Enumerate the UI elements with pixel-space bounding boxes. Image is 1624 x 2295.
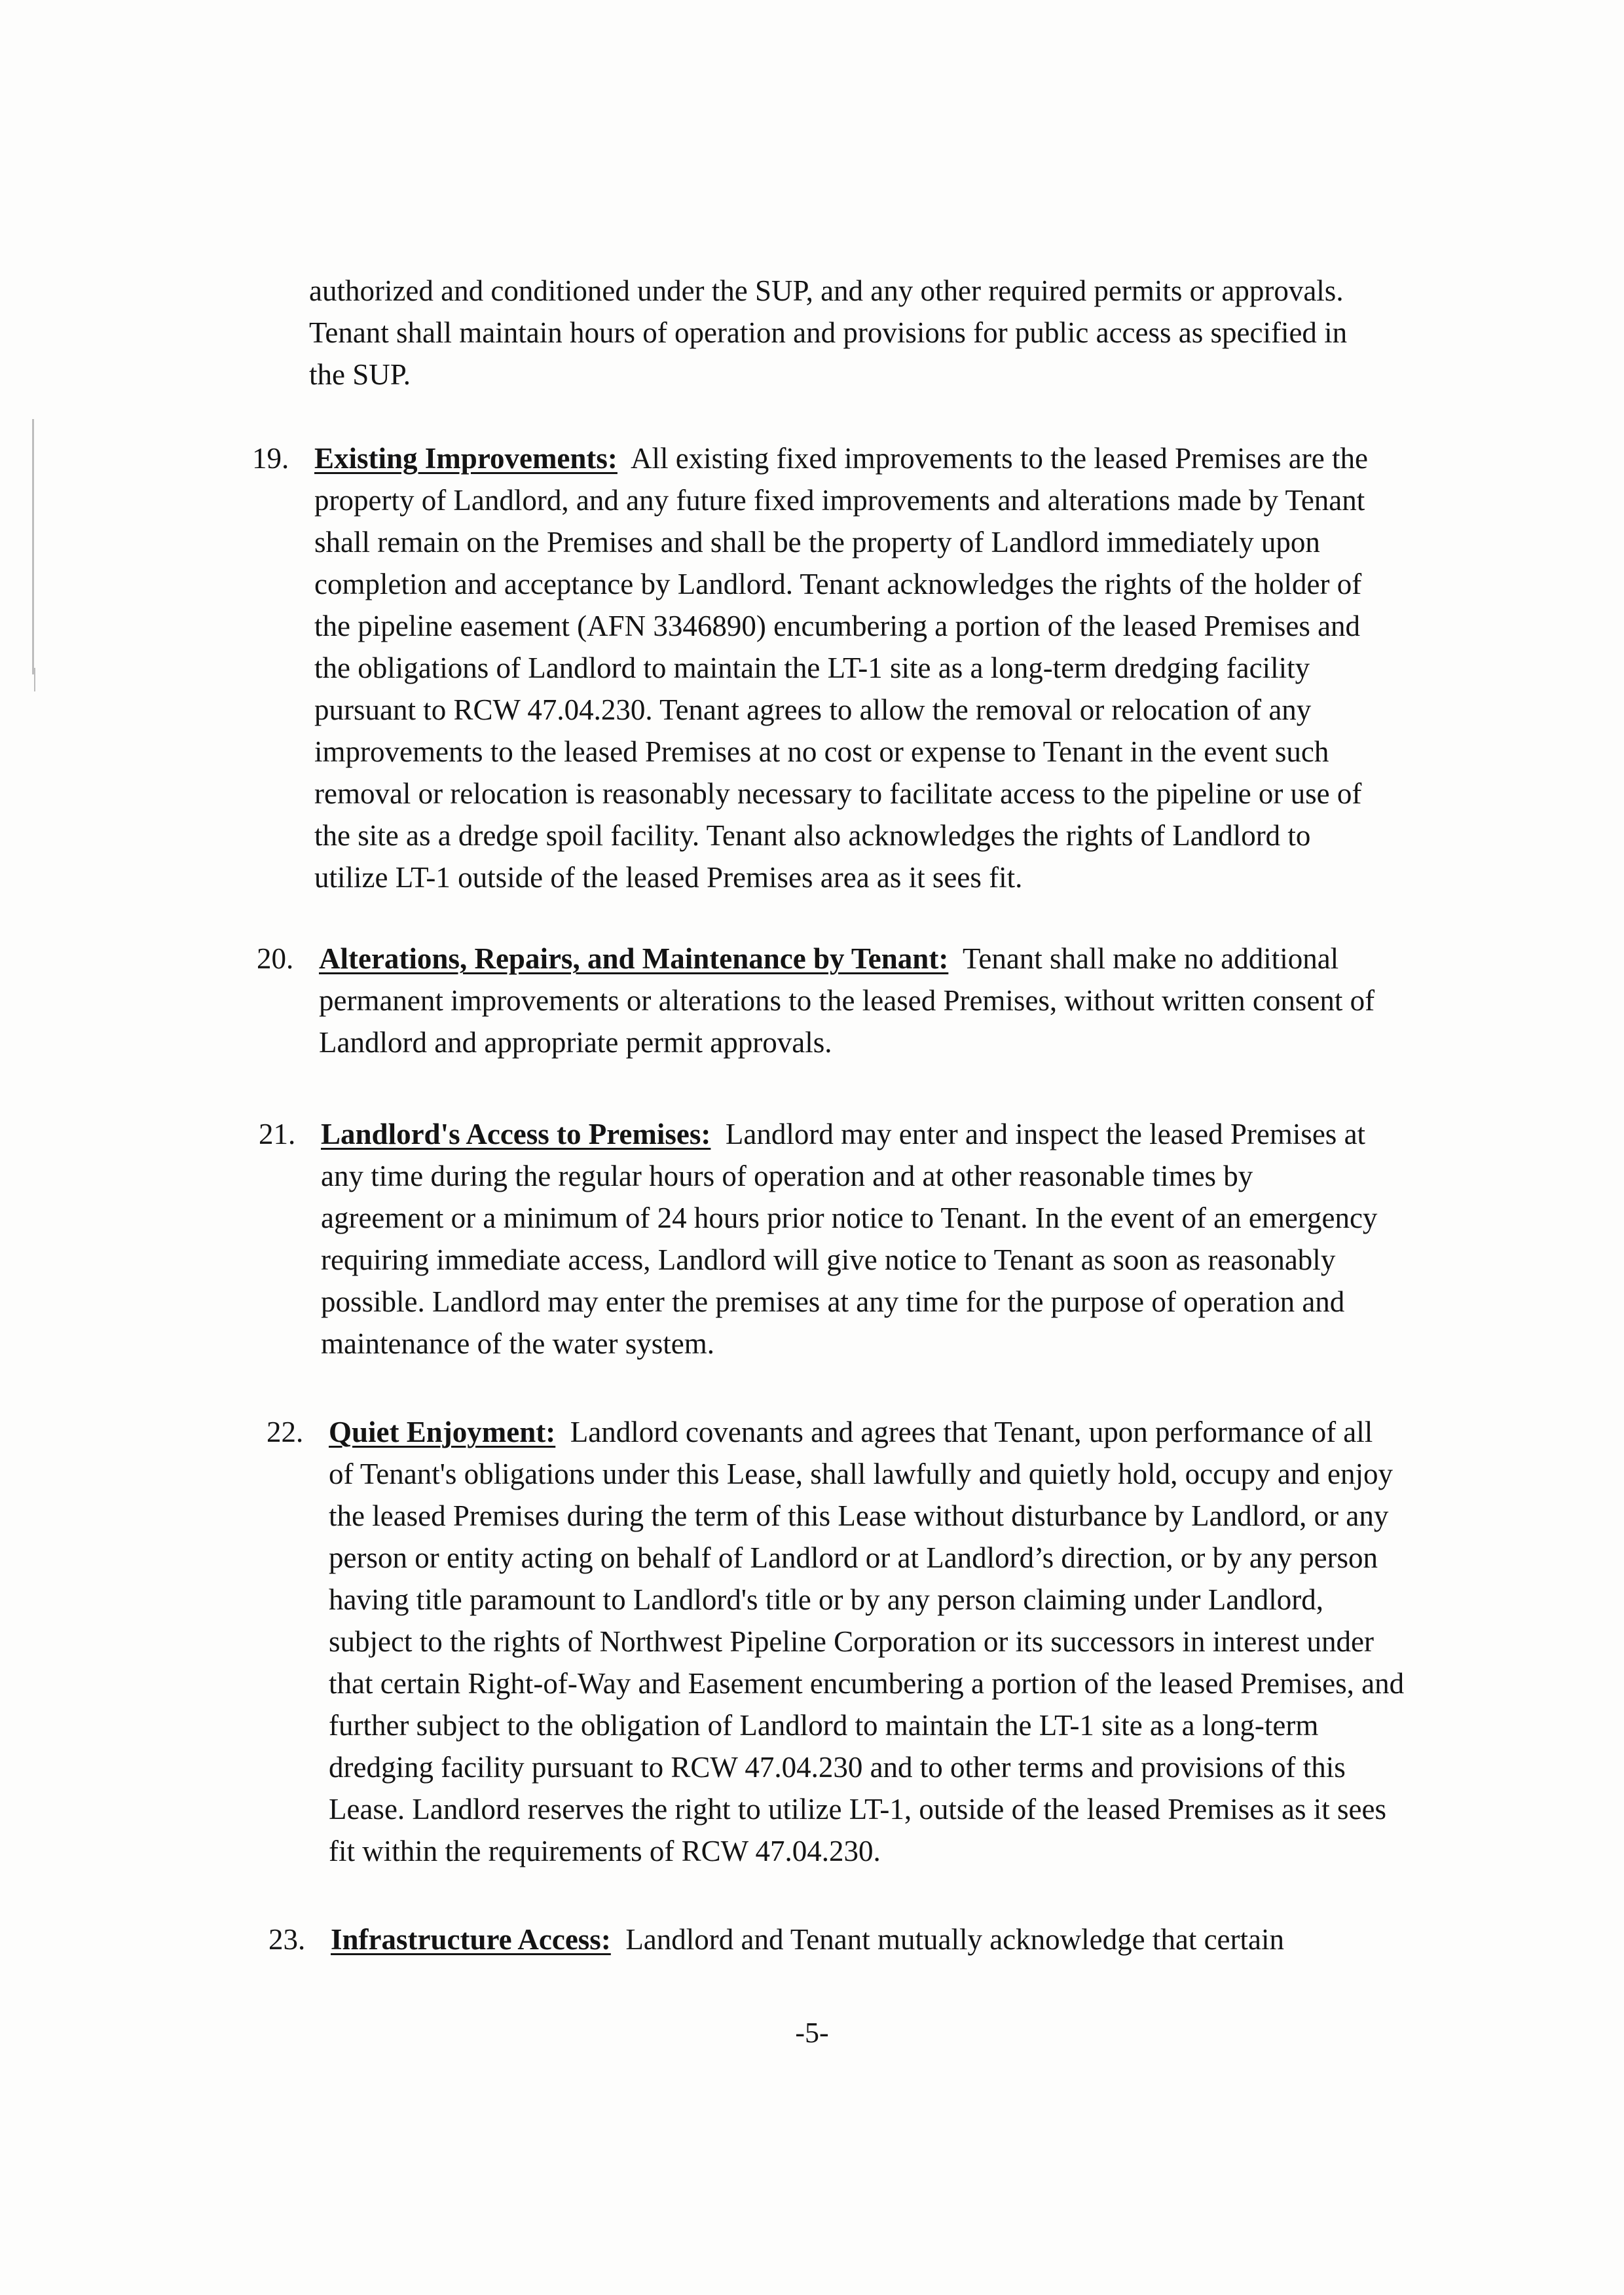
section-line: pursuant to RCW 47.04.230. Tenant agrees to allow the removal or relocation of any — [314, 693, 1312, 726]
section-heading: Landlord's Access to Premises: — [321, 1118, 711, 1150]
opening-line: the SUP. — [309, 358, 411, 391]
opening-line: authorized and conditioned under the SUP, and any other required permits or approvals. — [309, 274, 1344, 307]
page-number: -5- — [795, 2017, 829, 2049]
section-line: dredging facility pursuant to RCW 47.04.230 and to other terms and provisions of this — [329, 1751, 1346, 1784]
section-23 — [268, 1919, 1503, 1960]
section-number: 19. — [252, 442, 289, 475]
scan-margin-tick — [34, 668, 35, 691]
section-line: utilize LT-1 outside of the leased Premises area as it sees fit. — [314, 861, 1023, 894]
section-line: completion and acceptance by Landlord. Tenant acknowledges the rights of the holder of — [314, 568, 1362, 600]
section-19 — [252, 437, 1486, 898]
section-line: of Tenant's obligations under this Lease, shall lawfully and quietly hold, occupy and enjoy — [329, 1458, 1393, 1490]
section-line: the site as a dredge spoil facility. Tenant also acknowledges the rights of Landlord to — [314, 819, 1311, 852]
section-line: subject to the rights of Northwest Pipeline Corporation or its successors in interest under — [329, 1625, 1374, 1658]
section-22 — [267, 1411, 1501, 1872]
section-line: the leased Premises during the term of this Lease without disturbance by Landlord, or any — [329, 1499, 1389, 1532]
section-line: requiring immediate access, Landlord will give notice to Tenant as soon as reasonably — [321, 1243, 1336, 1276]
section-number: 23. — [268, 1923, 306, 1956]
section-line: any time during the regular hours of operation and at other reasonable times by — [321, 1160, 1253, 1192]
section-line: the pipeline easement (AFN 3346890) encumbering a portion of the leased Premises and — [314, 610, 1361, 642]
section-line: the obligations of Landlord to maintain the LT-1 site as a long-term dredging facility — [314, 652, 1310, 684]
section-first-line: Landlord and Tenant mutually acknowledge that certain — [625, 1923, 1284, 1956]
section-heading: Alterations, Repairs, and Maintenance by Tenant: — [319, 942, 949, 975]
section-line: property of Landlord, and any future fixed improvements and alterations made by Tenant — [314, 484, 1365, 517]
section-heading: Existing Improvements: — [314, 442, 618, 475]
section-line: agreement or a minimum of 24 hours prior notice to Tenant. In the event of an emergency — [321, 1202, 1378, 1234]
section-line: shall remain on the Premises and shall be the property of Landlord immediately upon — [314, 526, 1320, 559]
section-line: fit within the requirements of RCW 47.04.230. — [329, 1835, 881, 1867]
scan-margin-line — [32, 419, 34, 674]
section-line: that certain Right-of-Way and Easement encumbering a portion of the leased Premises, and — [329, 1667, 1405, 1700]
section-line: person or entity acting on behalf of Landlord or at Landlord’s direction, or by any person — [329, 1541, 1378, 1574]
section-line: Lease. Landlord reserves the right to utilize LT-1, outside of the leased Premises as it sees — [329, 1793, 1386, 1826]
section-line: having title paramount to Landlord's title or by any person claiming under Landlord, — [329, 1583, 1323, 1616]
section-line: maintenance of the water system. — [321, 1327, 715, 1360]
section-line: improvements to the leased Premises at no cost or expense to Tenant in the event such — [314, 735, 1329, 768]
section-line: removal or relocation is reasonably necessary to facilitate access to the pipeline or use of — [314, 777, 1362, 810]
section-heading: Infrastructure Access: — [331, 1923, 611, 1956]
opening-paragraph — [309, 270, 1481, 395]
section-first-line: Landlord covenants and agrees that Tenant, upon performance of all — [570, 1416, 1373, 1448]
section-line: Landlord and appropriate permit approvals. — [319, 1026, 832, 1059]
section-line: possible. Landlord may enter the premises at any time for the purpose of operation and — [321, 1285, 1345, 1318]
section-line: further subject to the obligation of Landlord to maintain the LT-1 site as a long-term — [329, 1709, 1319, 1742]
section-first-line: All existing fixed improvements to the leased Premises are the — [630, 442, 1368, 475]
section-number: 20. — [257, 942, 294, 975]
section-heading: Quiet Enjoyment: — [329, 1416, 556, 1448]
section-line: permanent improvements or alterations to the leased Premises, without written consent of — [319, 984, 1375, 1017]
section-number: 22. — [267, 1416, 304, 1448]
section-first-line: Landlord may enter and inspect the leased Premises at — [725, 1118, 1366, 1150]
section-first-line: Tenant shall make no additional — [963, 942, 1339, 975]
section-21 — [259, 1113, 1493, 1365]
section-20 — [257, 938, 1491, 1063]
section-number: 21. — [259, 1118, 296, 1150]
opening-line: Tenant shall maintain hours of operation and provisions for public access as specified in — [309, 316, 1348, 349]
